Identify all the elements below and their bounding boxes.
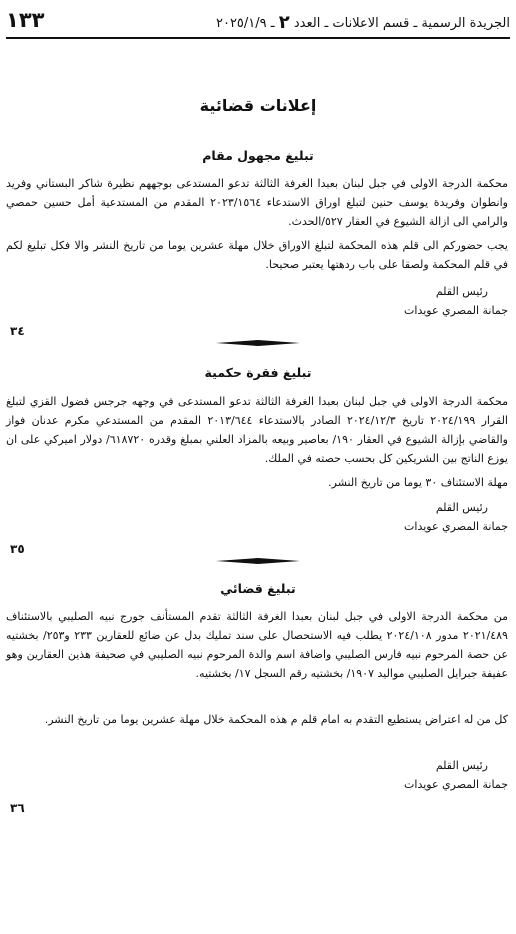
header-page-number: ١٣٣ xyxy=(6,8,45,32)
notice-2-number: ٣٥ xyxy=(10,542,25,556)
notice-3-signature-title: رئيس القلم xyxy=(435,759,488,772)
notice-1-signature-name: جمانة المصري عويدات xyxy=(404,304,508,317)
header-issue-number: ٢ xyxy=(278,12,290,33)
notice-2-paragraph-1: محكمة الدرجة الاولى في جبل لبنان بعبدا الغرفة الثالثة تدعو المستدعى في وجهه جرجس فضول القزي لتبلغ القرار ٢٠٢٤/١٩٩ تاريخ ٢٠٢٤/١٢/٣ الصادر بالاستدعاء ٢٠١٣/٦٤٤ المقدم من المستدعي مكرم عدنان فواز والقاضي بإزالة الشيوع في العقار ١٩٠/ بعاصير وبيعه بالمزاد العلني بمبلغ وقدره ٦١٨٧٢٠/ دولار اميركي على ان يوزع الناتج بين الشريكين كل بحسب حصته في الملك. xyxy=(6,395,508,465)
notice-3-title: تبليغ قضائي xyxy=(220,581,296,596)
page-header xyxy=(6,8,510,34)
notice-3-paragraph-1: من محكمة الدرجة الاولى في جبل لبنان بعبدا الغرفة الثالثة تقدم المستأنف جورج نبيه الصليبي بالاستئناف ٢٠٢١/٤٨٩ مدور ٢٠٢٤/١٠٨ يطلب فيه الاستحصال على سند تمليك بدل عن ضائع للعقارين ٢٣٣ و٢٥٣/ بخشتيه عن حصة المرحوم نبيه فارس الصليبي واضافة اسم والدة المرحوم نبيه الصليبي في صحيفة هذين العقارين وهو عفيفة جبرايل الصليبي مواليد ١٩٠٧/ بخشتيه رقم السجل ١٧/ بخشتيه. xyxy=(6,610,508,680)
header-title-post: ـ ٢٠٢٥/١/٩ xyxy=(215,16,275,31)
notice-1-signature-title: رئيس القلم xyxy=(435,285,488,298)
notice-1-title: تبليغ مجهول مقام xyxy=(202,148,314,163)
notice-3-signature-name: جمانة المصري عويدات xyxy=(404,778,508,791)
notice-1-paragraph-2: يجب حضوركم الى قلم هذه المحكمة لتبلغ الاوراق خلال مهلة عشرين يوما من تاريخ النشر والا فكل تبليغ لكم في قلم المحكمة ولصقا على باب ردهتها يعتبر صحيحا. xyxy=(6,239,508,271)
header-title-pre: الجريدة الرسمية ـ قسم الاعلانات ـ العدد xyxy=(293,16,510,31)
separator-diamond xyxy=(216,340,300,346)
header-title xyxy=(216,12,510,33)
section-title: إعلانات قضائية xyxy=(199,96,317,115)
notice-1-number: ٣٤ xyxy=(10,324,25,338)
notice-3-paragraph-2: كل من له اعتراض يستطيع التقدم به امام قلم م هذه المحكمة خلال مهلة عشرين يوما من تاريخ النشر. xyxy=(44,713,508,726)
notice-3-number: ٣٦ xyxy=(10,801,25,815)
notice-2-signature-name: جمانة المصري عويدات xyxy=(404,520,508,533)
separator-diamond xyxy=(216,558,300,564)
notice-2-title: تبليغ فقرة حكمية xyxy=(204,365,312,380)
header-rule xyxy=(6,37,510,39)
notice-2-paragraph-2: مهلة الاستئناف ٣٠ يوما من تاريخ النشر. xyxy=(328,476,508,489)
notice-1-paragraph-1: محكمة الدرجة الاولى في جبل لبنان بعبدا الغرفة الثالثة تدعو المستدعى بوجههم نظيرة شاكر البستاني وفريد وانطوان وفريدة يوسف حنين لتبلغ اوراق الاستدعاء ٢٠٢٣/١٥٦٤ المقدم من المستدعية أمل حسين حمصي والرامي الى ازالة الشيوع في العقار ٥٢٧/الحدث. xyxy=(6,177,508,228)
notice-2-signature-title: رئيس القلم xyxy=(435,501,488,514)
